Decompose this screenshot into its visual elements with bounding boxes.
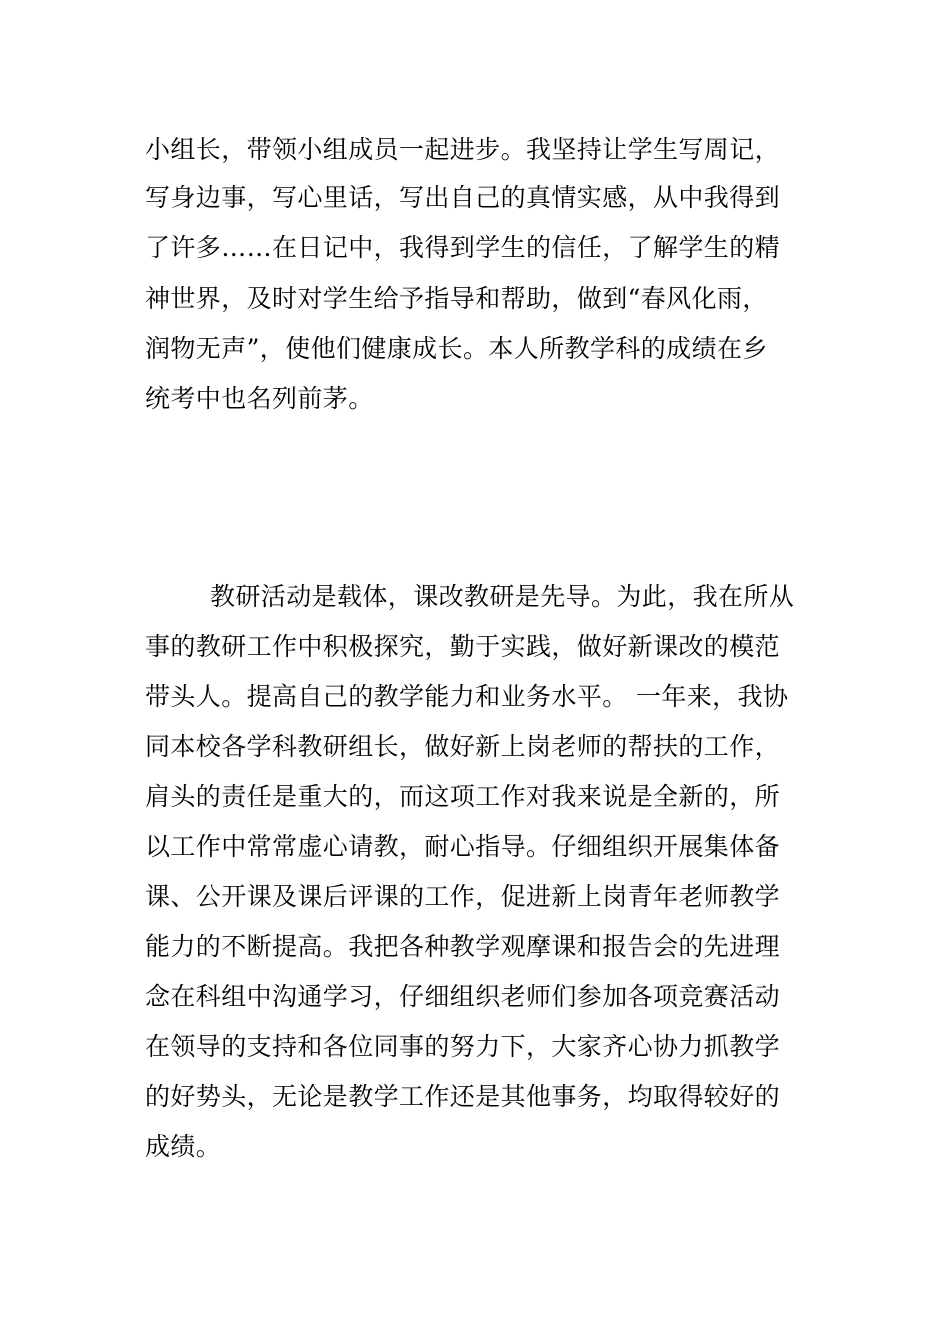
paragraph-line: 写身边事，写心里话，写出自己的真情实感，从中我得到 [145,183,781,212]
paragraph-line: 成绩。 [145,1132,222,1161]
paragraph-line: 小组长，带领小组成员一起进步。我坚持让学生写周记， [145,135,781,164]
paragraph-line: 肩头的责任是重大的，而这项工作对我来说是全新的，所 [145,782,781,811]
paragraph-line: 了许多……在日记中，我得到学生的信任，了解学生的精 [145,233,781,262]
paragraph-line: 的好势头，无论是教学工作还是其他事务，均取得较好的 [145,1082,781,1111]
paragraph-line: 以工作中常常虚心请教，耐心指导。仔细组织开展集体备 [145,832,781,861]
paragraph-line: 念在科组中沟通学习，仔细组织老师们参加各项竞赛活动 [145,982,781,1011]
paragraph-line: 事的教研工作中积极探究，勤于实践，做好新课改的模范 [145,632,781,661]
paragraph-line: 教研活动是载体，课改教研是先导。为此，我在所从 [210,582,795,611]
paragraph-line: 在领导的支持和各位同事的努力下，大家齐心协力抓教学 [145,1032,781,1061]
paragraph-line: 神世界，及时对学生给予指导和帮助，做到“春风化雨， [145,284,768,313]
paragraph-line: 课、公开课及课后评课的工作，促进新上岗青年老师教学 [145,882,781,911]
paragraph-line: 同本校各学科教研组长，做好新上岗老师的帮扶的工作， [145,732,781,761]
paragraph-line: 能力的不断提高。我把各种教学观摩课和报告会的先进理 [145,932,781,961]
paragraph-line: 润物无声”，使他们健康成长。本人所教学科的成绩在乡 [145,334,768,363]
paragraph-line: 带头人。提高自己的教学能力和业务水平。 一年来，我协 [145,682,789,711]
paragraph-line: 统考中也名列前茅。 [145,384,374,413]
